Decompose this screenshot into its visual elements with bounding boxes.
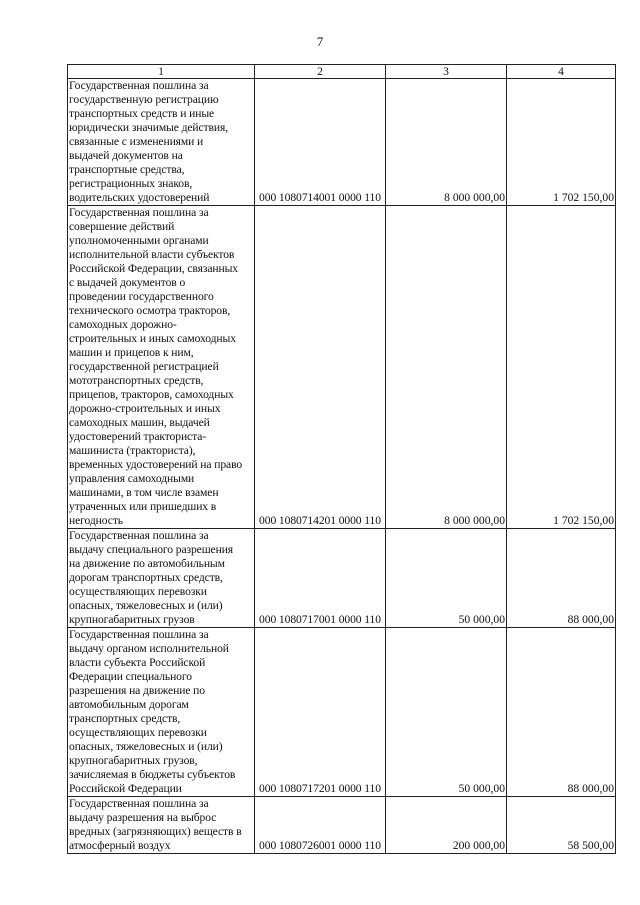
planned-amount-cell: 8 000 000,00 — [386, 206, 507, 529]
table-row — [68, 797, 616, 854]
actual-amount-cell: 88 000,00 — [507, 628, 616, 797]
actual-amount-cell: 58 500,00 — [507, 797, 616, 854]
column-header-3: 3 — [386, 65, 507, 79]
actual-amount-cell: 1 702 150,00 — [507, 206, 616, 529]
planned-amount-cell: 50 000,00 — [386, 529, 507, 628]
revenue-name-cell: Государственная пошлина за выдачу специального разрешения на движение по автомобильным дорогам транспортных средств, осуществляющих перевозки опасных, тяжеловесных и (или) крупногабаритных грузов — [68, 529, 255, 628]
budget-revenue-table — [67, 64, 616, 854]
column-header-4: 4 — [507, 65, 616, 79]
table-header-row — [68, 65, 616, 79]
revenue-name-cell: Государственная пошлина за выдачу органом исполнительной власти субъекта Российской Федерации специального разрешения на движение по автомобильным дорогам транспортных средств, осуществляющих перевозки опасных, тяжеловесных и (или) крупногабаритных грузов, зачисляемая в бюджеты субъектов Российской Федерации — [68, 628, 255, 797]
planned-amount-cell: 200 000,00 — [386, 797, 507, 854]
budget-code-cell: 000 1080717201 0000 110 — [255, 628, 386, 797]
planned-amount-cell: 50 000,00 — [386, 628, 507, 797]
revenue-name-cell: Государственная пошлина за государственную регистрацию транспортных средств и иные юридически значимые действия, связанные с изменениями и выдачей документов на транспортные средства, регистрационных знаков, водительских удостоверений — [68, 79, 255, 206]
actual-amount-cell: 88 000,00 — [507, 529, 616, 628]
column-header-1: 1 — [68, 65, 255, 79]
revenue-name-cell: Государственная пошлина за совершение действий уполномоченными органами исполнительной власти субъектов Российской Федерации, связанных с выдачей документов о проведении государственного технического осмотра тракторов, самоходных дорожно- строительных и иных самоходных машин и прицепов к ним, государственной регистрацией мототранспортных средств, прицепов, тракторов, самоходных дорожно-строительных и иных самоходных машин, выдачей удостоверений тракториста- машиниста (тракториста), временных удостоверений на право управления самоходными машинами, в том числе взамен утраченных или пришедших в негодность — [68, 206, 255, 529]
column-header-2: 2 — [255, 65, 386, 79]
budget-code-cell: 000 1080717001 0000 110 — [255, 529, 386, 628]
table-row — [68, 79, 616, 206]
table-row — [68, 529, 616, 628]
budget-code-cell: 000 1080714201 0000 110 — [255, 206, 386, 529]
budget-code-cell: 000 1080714001 0000 110 — [255, 79, 386, 206]
page-number: 7 — [316, 34, 324, 49]
actual-amount-cell: 1 702 150,00 — [507, 79, 616, 206]
table-row — [68, 206, 616, 529]
planned-amount-cell: 8 000 000,00 — [386, 79, 507, 206]
revenue-name-cell: Государственная пошлина за выдачу разрешения на выброс вредных (загрязняющих) веществ в атмосферный воздух — [68, 797, 255, 854]
budget-code-cell: 000 1080726001 0000 110 — [255, 797, 386, 854]
table-row — [68, 628, 616, 797]
